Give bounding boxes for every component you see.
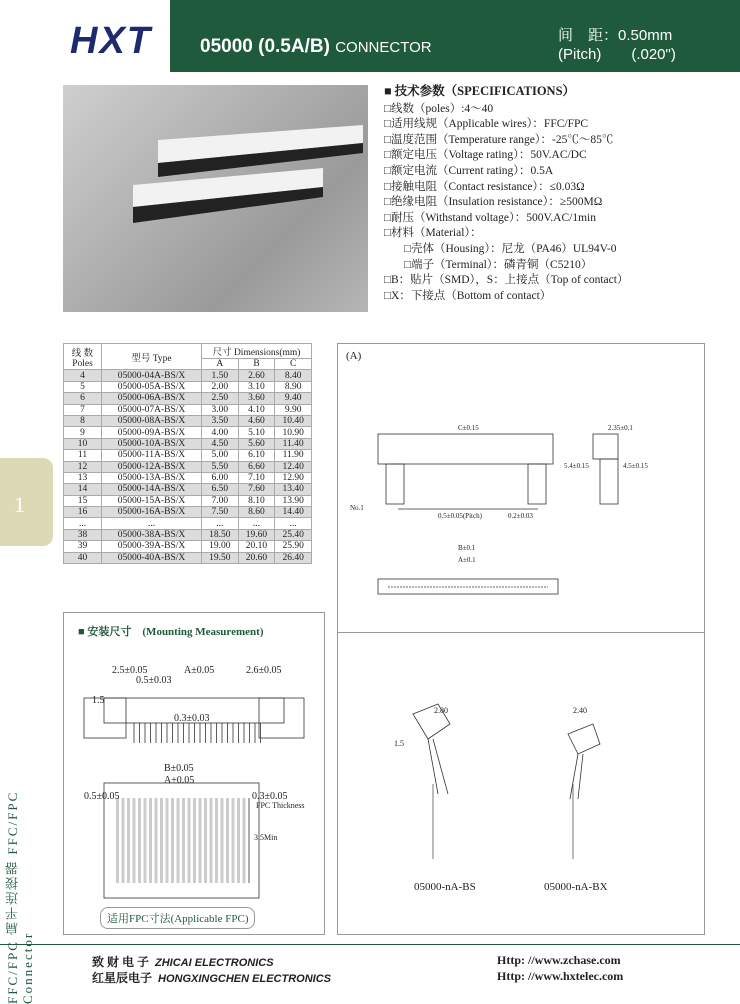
spec-item: □温度范围（Temperature range）：-25℃～85℃ [384,133,614,146]
page-title [200,36,432,58]
spec-item: □绝缘电阻（Insulation resistance）：≥500MΩ [384,196,603,209]
dim-label: A±0.05 [184,665,215,676]
table-row [64,393,312,404]
table-cell: 14.40 [275,507,312,518]
fpc-label: 适用FPC寸法(Applicable FPC) [100,907,255,929]
dim-label: 5.4±0.15 [564,462,589,470]
section-number: 1 [14,492,25,517]
table-cell: 10.90 [275,427,312,438]
table-cell: 6.50 [202,484,239,495]
dim-label: 2.6±0.05 [246,665,282,676]
dim-label: 4.5±0.15 [623,462,648,470]
table-cell: 05000-38A-BS/X [102,529,202,540]
dim-label: 0.5±0.05(Pitch) [438,512,482,520]
footer-company [92,969,331,986]
table-cell: 9 [64,427,102,438]
table-cell: 12 [64,461,102,472]
table-cell: 10 [64,438,102,449]
table-cell: 05000-12A-BS/X [102,461,202,472]
table-cell: ... [64,518,102,529]
table-cell: 4.50 [202,438,239,449]
pitch-line: (Pitch) (.020") [558,46,676,63]
table-cell: 4.00 [202,427,239,438]
dim-label: 0.3±0.05 [252,791,288,802]
header-b: B [238,359,275,370]
table-row [64,404,312,415]
table-row [64,495,312,506]
model-bs-label: 05000-nA-BS [414,881,476,893]
mounting-section [63,612,325,935]
table-cell: 18.50 [202,529,239,540]
spec-item: □材料（Material）： [384,227,482,240]
table-cell: 4 [64,370,102,381]
table-cell: 2.60 [238,370,275,381]
table-row [64,381,312,392]
table-cell: ... [275,518,312,529]
table-cell: 19.60 [238,529,275,540]
drawing-label: (A) [346,350,362,362]
table-cell: 7.00 [202,495,239,506]
logo: HXT [70,20,152,62]
table-cell: 1.50 [202,370,239,381]
table-cell: 25.40 [275,529,312,540]
table-cell: 05000-16A-BS/X [102,507,202,518]
company-cn: 致 财 电 子 [92,955,150,969]
model-bx-label: 05000-nA-BX [544,881,608,893]
table-cell: 19.00 [202,541,239,552]
table-row [64,461,312,472]
dim-label: 0.5±0.03 [136,675,172,686]
table-cell: 05000-07A-BS/X [102,404,202,415]
spec-note: □B：贴片（SMD），S：上接点（Top of contact） [384,274,629,287]
table-cell: 13.40 [275,484,312,495]
table-cell: 7.50 [202,507,239,518]
table-cell: 05000-39A-BS/X [102,541,202,552]
spec-item: □耐压（Withstand voltage）：500V.AC/1min [384,211,596,224]
table-row [64,518,312,529]
table-cell: 3.10 [238,381,275,392]
dim-label: FPC Thickness [256,801,305,810]
table-row [64,507,312,518]
table-cell: 8 [64,415,102,426]
table-cell: 13.90 [275,495,312,506]
website-link[interactable]: Http: //www.zchase.com [497,953,621,967]
table-cell: 8.90 [275,381,312,392]
table-row [64,438,312,449]
table-cell: 9.90 [275,404,312,415]
table-cell: 7 [64,404,102,415]
table-row [64,415,312,426]
spec-subitem: □端子（Terminal）：磷青铜（C5210） [404,258,593,271]
table-cell: 05000-15A-BS/X [102,495,202,506]
table-cell: 40 [64,552,102,563]
dimensions-table [63,343,312,564]
table-cell: 15 [64,495,102,506]
table-cell: 6 [64,393,102,404]
header-dimensions: 尺寸 Dimensions(mm) [202,344,312,359]
table-cell: ... [102,518,202,529]
dim-label: 0.3±0.03 [174,713,210,724]
dim-label: A±0.05 [164,775,195,786]
table-cell: 8.40 [275,370,312,381]
spec-item: □额定电压（Voltage rating）：50V.AC/DC [384,149,587,162]
dim-label: A±0.1 [458,556,476,564]
spec-item: □适用线规（Applicable wires）：FFC/FPC [384,118,589,131]
drawing-section [337,343,705,935]
header-a: A [202,359,239,370]
table-cell: 6.00 [202,472,239,483]
table-cell: 12.90 [275,472,312,483]
table-cell: 05000-10A-BS/X [102,438,202,449]
table-row [64,541,312,552]
technical-drawing [338,344,706,936]
table-cell: 3.00 [202,404,239,415]
table-cell: 2.00 [202,381,239,392]
spec-item: □线数（poles）:4～40 [384,102,494,115]
website-link[interactable]: Http: //www.hxtelec.com [497,969,624,983]
table-cell: 11.90 [275,450,312,461]
table-cell: 39 [64,541,102,552]
spec-item: □额定电流（Current rating）：0.5A [384,164,554,177]
dim-label: 0.5±0.05 [84,791,120,802]
table-cell: 8.60 [238,507,275,518]
dim-label: 2.80 [434,706,448,715]
table-cell: 2.50 [202,393,239,404]
table-cell: 12.40 [275,461,312,472]
table-cell: 11.40 [275,438,312,449]
dim-label: C±0.15 [458,424,479,432]
mounting-drawing [64,613,326,936]
header-c: C [275,359,312,370]
table-cell: 05000-11A-BS/X [102,450,202,461]
table-row [64,529,312,540]
table-cell: 9.40 [275,393,312,404]
dim-label: B±0.1 [458,544,476,552]
vertical-caption: FFC/FPC 扁平连接器 FFC/FPC Connector [5,790,35,1004]
table-cell: 05000-09A-BS/X [102,427,202,438]
table-cell: 5.10 [238,427,275,438]
dim-label: 1.5 [92,695,105,706]
dim-label: 0.2±0.03 [508,512,533,520]
footer-company [92,953,274,970]
table-cell: ... [202,518,239,529]
table-row [64,450,312,461]
dim-label: No.1 [350,504,364,512]
company-cn: 红星辰电子 [92,971,153,985]
company-en: ZHICAI ELECTRONICS [155,957,274,969]
table-cell: 10.40 [275,415,312,426]
spec-subitem: □壳体（Housing）：尼龙（PA46）UL94V-0 [404,242,617,255]
table-cell: 4.10 [238,404,275,415]
table-cell: 7.60 [238,484,275,495]
table-cell: 19.50 [202,552,239,563]
table-cell: 8.10 [238,495,275,506]
table-cell: 05000-06A-BS/X [102,393,202,404]
table-cell: ... [238,518,275,529]
table-cell: 05000-40A-BS/X [102,552,202,563]
table-cell: 05000-08A-BS/X [102,415,202,426]
table-cell: 20.10 [238,541,275,552]
spec-note: □X：下接点（Bottom of contact） [384,289,552,302]
table-cell: 05000-05A-BS/X [102,381,202,392]
dim-label: 2.5±0.05 [112,665,148,676]
dim-label: B±0.05 [164,763,194,774]
dim-label: 3.5Min [254,833,278,842]
table-cell: 25.90 [275,541,312,552]
table-row [64,427,312,438]
company-en: HONGXINGCHEN ELECTRONICS [158,973,331,985]
table-cell: 5.00 [202,450,239,461]
title-type: CONNECTOR [335,39,432,56]
table-row [64,484,312,495]
table-cell: 3.50 [202,415,239,426]
table-cell: 5.50 [202,461,239,472]
header-type: 型号 Type [102,344,202,370]
table-cell: 13 [64,472,102,483]
header-poles: 线 数 Poles [64,344,102,370]
table-cell: 16 [64,507,102,518]
pitch-info [558,26,676,64]
table-cell: 05000-13A-BS/X [102,472,202,483]
table-cell: 5 [64,381,102,392]
table-cell: 26.40 [275,552,312,563]
mounting-heading: ■ 安装尺寸 (Mounting Measurement) [78,626,264,638]
dim-label: 1.5 [394,739,404,748]
spec-item: □接触电阻（Contact resistance）：≤0.03Ω [384,180,585,193]
table-cell: 14 [64,484,102,495]
specifications [384,84,628,304]
table-row [64,552,312,563]
section-tab [0,458,53,546]
table-cell: 05000-14A-BS/X [102,484,202,495]
table-cell: 7.10 [238,472,275,483]
table-cell: 38 [64,529,102,540]
product-photo [63,85,368,312]
dim-label: 2.40 [573,706,587,715]
table-cell: 5.60 [238,438,275,449]
table-cell: 20.60 [238,552,275,563]
table-cell: 4.60 [238,415,275,426]
header [0,0,740,72]
table-cell: 6.10 [238,450,275,461]
title-model: 05000 (0.5A/B) [200,36,330,57]
table-cell: 3.60 [238,393,275,404]
table-cell: 05000-04A-BS/X [102,370,202,381]
specs-heading: ■ 技术参数（SPECIFICATIONS） [384,84,576,98]
table-row [64,472,312,483]
pitch-line: 间 距：0.50mm [558,27,673,44]
table-cell: 6.60 [238,461,275,472]
dim-label: 2.35±0.1 [608,424,633,432]
table-cell: 11 [64,450,102,461]
connector-image [63,85,368,312]
table-row [64,370,312,381]
footer-line [0,944,740,945]
